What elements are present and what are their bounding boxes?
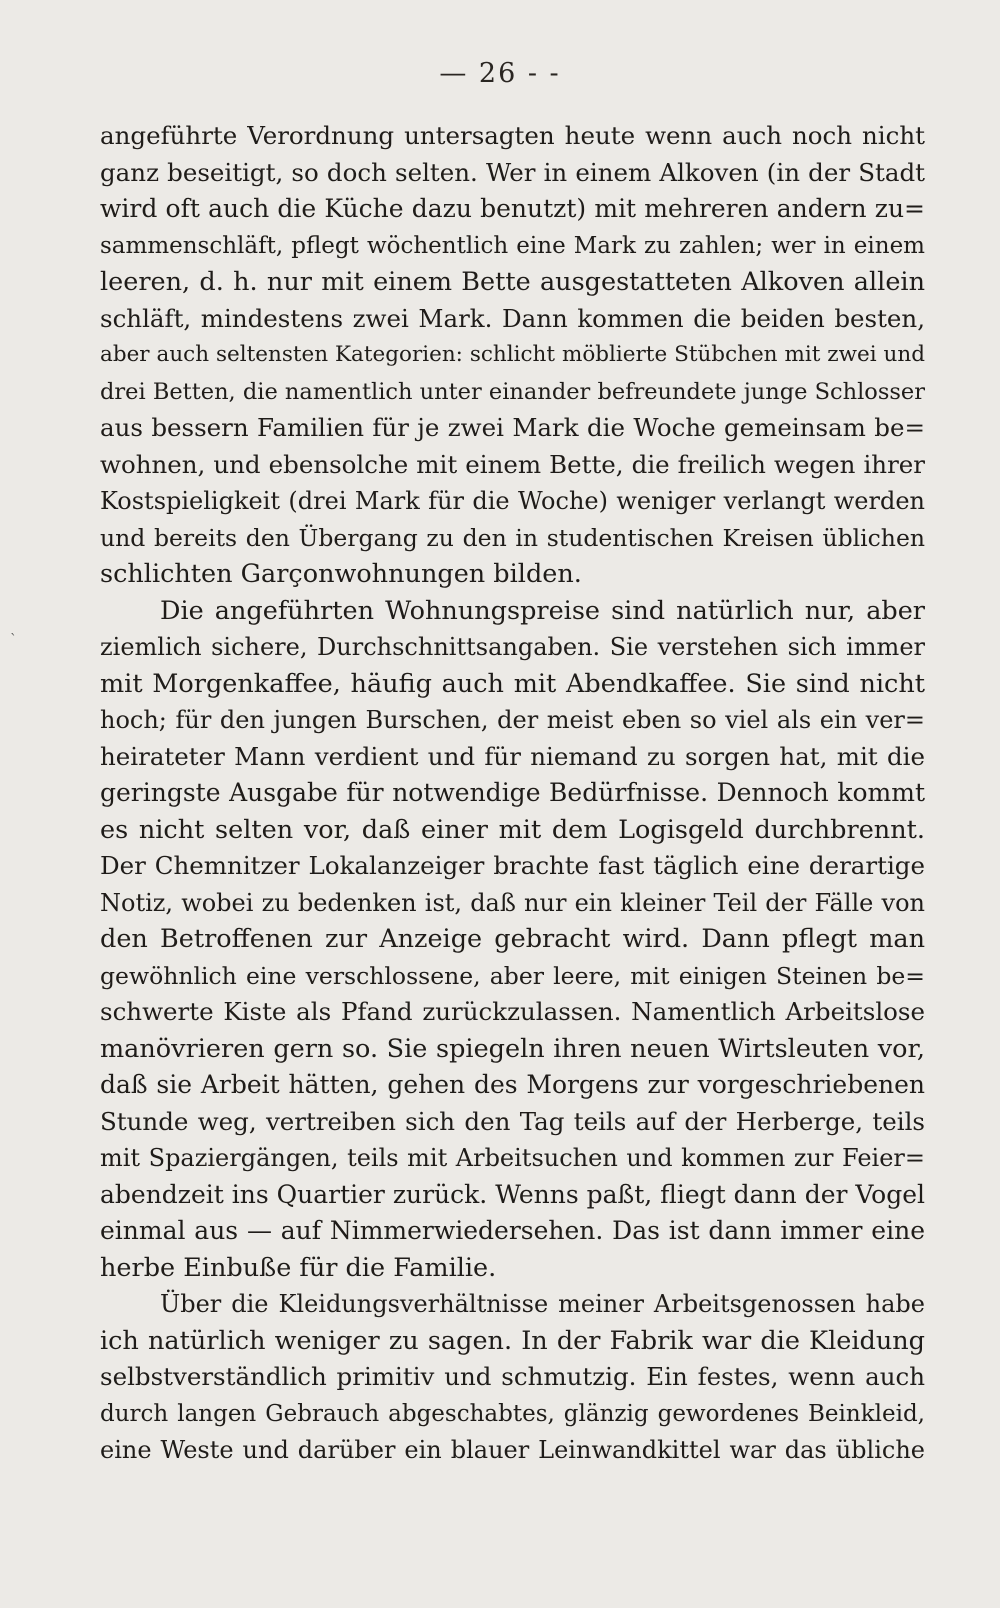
text-line: ich natürlich weniger zu sagen. In der Fabrik war die Kleidung [100, 1325, 925, 1356]
text-line: angeführte Verordnung untersagten heute wenn auch noch nicht [100, 121, 925, 150]
paragraph-start-line: Die angeführten Wohnungspreise sind natürlich nur, aber [160, 595, 925, 626]
text-line: abendzeit ins Quartier zurück. Wenns paßt, fliegt dann der Vogel [100, 1179, 925, 1209]
text-line: geringste Ausgabe für notwendige Bedürfnisse. Dennoch kommt [100, 778, 925, 807]
text-line: den Betroffenen zur Anzeige gebracht wird. Dann pflegt man [100, 924, 925, 954]
text-line: wohnen, und ebensolche mit einem Bette, die freilich wegen ihrer [100, 449, 925, 479]
text-line: Notiz, wobei zu bedenken ist, daß nur ein kleiner Teil der Fälle von [100, 888, 925, 917]
text-line: ziemlich sichere, Durchschnittsangaben. Sie verstehen sich immer [100, 633, 925, 661]
text-line: ganz beseitigt, so doch selten. Wer in einem Alkoven (in der Stadt [100, 157, 925, 187]
text-line: aus bessern Familien für je zwei Mark die Woche gemeinsam be= [100, 413, 925, 442]
text-line: Der Chemnitzer Lokalanzeiger brachte fast täglich eine derartige [100, 851, 925, 880]
text-line: mit Spaziergängen, teils mit Arbeitsuchen und kommen zur Feier= [100, 1144, 925, 1172]
text-line: gewöhnlich eine verschlossene, aber leere, mit einigen Steinen be= [100, 961, 925, 990]
text-line: daß sie Arbeit hätten, gehen des Morgens zur vorgeschriebenen [100, 1070, 925, 1099]
text-line: selbstverständlich primitiv und schmutzig. Ein festes, wenn auch [100, 1362, 925, 1391]
text-line: Kostspieligkeit (drei Mark für die Woche) weniger verlangt werden [100, 487, 925, 515]
text-line: leeren, d. h. nur mit einem Bette ausgestatteten Alkoven allein [100, 267, 925, 297]
text-line: es nicht selten vor, daß einer mit dem Logisgeld durchbrennt. [100, 814, 925, 845]
text-line: schwerte Kiste als Pfand zurückzulassen. Namentlich Arbeitslose [100, 997, 925, 1026]
text-line: manövrieren gern so. Sie spiegeln ihren neuen Wirtsleuten vor, [100, 1033, 925, 1064]
text-line: drei Betten, die namentlich unter einander befreundete junge Schlosser [100, 378, 925, 405]
text-line: hoch; für den jungen Burschen, der meist eben so viel als ein ver= [100, 706, 925, 734]
text-line: mit Morgenkaffee, häufig auch mit Abendkaffee. Sie sind nicht [100, 668, 925, 699]
text-line: Stunde weg, vertreiben sich den Tag teils auf der Herberge, teils [100, 1106, 925, 1136]
margin-mark: ˋ [10, 632, 17, 648]
paragraph-end-line: schlichten Garçonwohnungen bilden. [100, 559, 582, 589]
text-line: heirateter Mann verdient und für niemand zu sorgen hat, mit die [100, 741, 925, 771]
text-line: schläft, mindestens zwei Mark. Dann kommen die beiden besten, [100, 303, 925, 333]
text-line: durch langen Gebrauch abgeschabtes, glänzig gewordenes Beinkleid, [100, 1400, 925, 1427]
text-line: wird oft auch die Küche dazu benutzt) mit mehreren andern zu= [100, 194, 925, 223]
page-number: — 26 - - [439, 58, 561, 89]
paragraph-end-line: herbe Einbuße für die Familie. [100, 1252, 497, 1283]
text-line: sammenschläft, pflegt wöchentlich eine Mark zu zahlen; wer in einem [100, 232, 925, 259]
paragraph-start-line: Über die Kleidungsverhältnisse meiner Arbeitsgenossen habe [160, 1290, 925, 1318]
text-line: eine Weste und darüber ein blauer Leinwandkittel war das übliche [100, 1436, 925, 1464]
body-text [100, 118, 925, 1469]
text-line: aber auch seltensten Kategorien: schlicht möblierte Stübchen mit zwei und [100, 342, 925, 367]
text-line: und bereits den Übergang zu den in studentischen Kreisen üblichen [100, 523, 925, 552]
text-line: einmal aus — auf Nimmerwiedersehen. Das ist dann immer eine [100, 1216, 925, 1245]
